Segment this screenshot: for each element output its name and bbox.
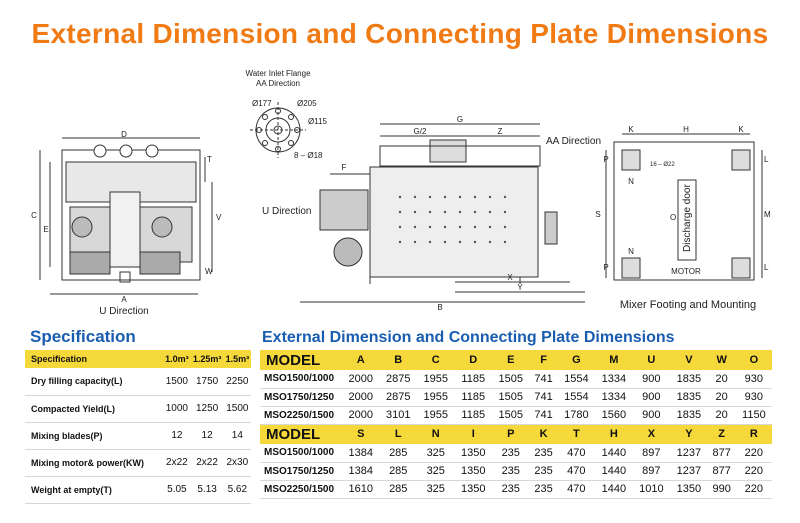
dims-cell: 1780 — [558, 406, 596, 424]
dims-cell: 1505 — [492, 388, 530, 406]
dims-header-col: M — [595, 350, 633, 370]
flange-title: Water Inlet Flange — [245, 69, 311, 78]
dims-cell: 1185 — [455, 406, 493, 424]
dims-cell: 470 — [558, 462, 596, 480]
dims-cell: 897 — [633, 444, 671, 462]
dim-16-d22: 16 – Ø22 — [650, 162, 675, 168]
dims-cell: 235 — [492, 444, 530, 462]
dim-P-bottom: P — [603, 263, 609, 272]
dims-header-col: A — [342, 350, 380, 370]
dims-cell: 1185 — [455, 388, 493, 406]
dims-cell: 741 — [530, 370, 558, 388]
dims-cell: 2875 — [380, 388, 418, 406]
dims-header-col: C — [417, 350, 455, 370]
dim-L-bottom: L — [764, 263, 769, 272]
dim-W: W — [205, 267, 213, 276]
dims-cell: 877 — [708, 444, 736, 462]
dims-cell: 2875 — [380, 370, 418, 388]
dims-header-col: N — [417, 424, 455, 444]
dims-cell: 1350 — [455, 480, 493, 498]
dim-E: E — [43, 225, 49, 234]
dims-cell: 741 — [530, 406, 558, 424]
dims-header-col: V — [670, 350, 708, 370]
dims-header-col: K — [530, 424, 558, 444]
dim-N-bottom: N — [628, 247, 634, 256]
dims-cell: 1835 — [670, 370, 708, 388]
dims-heading: External Dimension and Connecting Plate Dimensions — [262, 329, 675, 346]
dims-header-col: Z — [708, 424, 736, 444]
dims-header-col: O — [736, 350, 772, 370]
dim-G: G — [456, 115, 464, 124]
dims-cell: 1334 — [595, 370, 633, 388]
table-row — [260, 480, 772, 498]
dims-cell: 220 — [736, 462, 772, 480]
dims-cell: 900 — [633, 388, 671, 406]
discharge-door-label: Discharge door — [682, 184, 693, 252]
spec-cell: 1250 — [191, 395, 224, 422]
dims-header-col: Y — [670, 424, 708, 444]
spec-cell: 5.05 — [163, 476, 190, 503]
dims-header-col: B — [380, 350, 418, 370]
dims-header-col: E — [492, 350, 530, 370]
dims-cell: 1350 — [455, 462, 493, 480]
dim-F: F — [341, 163, 347, 172]
dims-cell: 2000 — [342, 406, 380, 424]
dims-cell: 930 — [736, 370, 772, 388]
dims-cell: 1334 — [595, 388, 633, 406]
spec-cell: 12 — [191, 422, 224, 449]
spec-cell: 14 — [224, 422, 251, 449]
dim-Z: Z — [497, 127, 503, 136]
spec-heading: Specification — [30, 327, 136, 346]
dims-cell: 1554 — [558, 370, 596, 388]
spec-row-label: Compacted Yield(L) — [25, 395, 163, 422]
dims-cell: 900 — [633, 370, 671, 388]
dim-Y: Y — [517, 283, 523, 292]
dims-model-cell: MSO1750/1250 — [260, 462, 342, 480]
dim-V: V — [216, 213, 222, 222]
spec-table — [25, 350, 251, 504]
spec-cell: 2x22 — [163, 449, 190, 476]
dim-T: T — [207, 155, 212, 164]
flange-view — [250, 102, 306, 158]
dims-cell: 1505 — [492, 406, 530, 424]
table-row — [25, 395, 251, 422]
dims-cell: 1237 — [670, 462, 708, 480]
dims-cell: 1150 — [736, 406, 772, 424]
dims-header-col: W — [708, 350, 736, 370]
dims-header-col: P — [492, 424, 530, 444]
dims-table-body — [260, 350, 772, 498]
dims-header-col: U — [633, 350, 671, 370]
dim-8-d18: 8 – Ø18 — [294, 151, 323, 160]
dim-X: X — [507, 273, 513, 282]
dims-cell: 1835 — [670, 406, 708, 424]
dims-model-cell: MSO2250/1500 — [260, 480, 342, 498]
dims-cell: 900 — [633, 406, 671, 424]
dims-cell: 1835 — [670, 388, 708, 406]
dims-cell: 285 — [380, 444, 418, 462]
table-row — [25, 368, 251, 395]
dims-model-cell: MSO1750/1250 — [260, 388, 342, 406]
table-row — [260, 444, 772, 462]
dim-K-left: K — [628, 125, 634, 134]
dims-header-col: R — [736, 424, 772, 444]
dims-cell: 2000 — [342, 370, 380, 388]
spec-row-label: Mixing motor& power(KW) — [25, 449, 163, 476]
dims-cell: 1350 — [455, 444, 493, 462]
dims-cell: 1554 — [558, 388, 596, 406]
dims-cell: 235 — [530, 444, 558, 462]
dims-cell: 235 — [530, 480, 558, 498]
dims-model-cell: MSO1500/1000 — [260, 444, 342, 462]
aa-direction-label: AA Direction — [546, 136, 602, 147]
spec-cell: 1750 — [191, 368, 224, 395]
motor-label: MOTOR — [671, 267, 701, 276]
dim-M: M — [764, 210, 771, 219]
dim-d205: Ø205 — [297, 99, 317, 108]
dims-cell: 1384 — [342, 462, 380, 480]
dims-header-col: T — [558, 424, 596, 444]
spec-cell: 2x30 — [224, 449, 251, 476]
dims-cell: 930 — [736, 388, 772, 406]
dims-cell: 20 — [708, 388, 736, 406]
dims-cell: 1955 — [417, 406, 455, 424]
dim-d177: Ø177 — [252, 99, 272, 108]
dims-model-cell: MSO1500/1000 — [260, 370, 342, 388]
dims-cell: 1610 — [342, 480, 380, 498]
table-row — [260, 388, 772, 406]
dims-cell: 220 — [736, 444, 772, 462]
dims-cell: 235 — [530, 462, 558, 480]
spec-cell: 2250 — [224, 368, 251, 395]
dims-cell: 20 — [708, 370, 736, 388]
left-view — [40, 138, 212, 294]
dims-cell: 3101 — [380, 406, 418, 424]
dims-header-row — [260, 424, 772, 444]
dims-cell: 1440 — [595, 462, 633, 480]
side-view — [300, 124, 585, 302]
dims-cell: 325 — [417, 480, 455, 498]
table-row — [25, 476, 251, 503]
dims-cell: 235 — [492, 480, 530, 498]
dims-cell: 285 — [380, 462, 418, 480]
dims-header-col: I — [455, 424, 493, 444]
dims-cell: 897 — [633, 462, 671, 480]
dims-cell: 1010 — [633, 480, 671, 498]
spec-col-1: 1.0m³ — [163, 350, 190, 368]
spec-header-row — [25, 350, 251, 368]
page-title: External Dimension and Connecting Plate Dimensions — [31, 18, 769, 49]
dims-cell: 325 — [417, 462, 455, 480]
dims-cell: 1955 — [417, 370, 455, 388]
dims-cell: 1350 — [670, 480, 708, 498]
dims-header-col: D — [455, 350, 493, 370]
spec-cell: 1500 — [163, 368, 190, 395]
dims-cell: 990 — [708, 480, 736, 498]
dims-header-col: L — [380, 424, 418, 444]
dims-cell: 1185 — [455, 370, 493, 388]
dim-B: B — [437, 303, 443, 312]
dim-d115: Ø115 — [308, 117, 327, 126]
dims-cell: 1955 — [417, 388, 455, 406]
dim-A: A — [121, 295, 127, 304]
dims-header-col: H — [595, 424, 633, 444]
dim-P-top: P — [603, 155, 609, 164]
dims-table — [260, 350, 772, 499]
dims-header-col: G — [558, 350, 596, 370]
dims-header-model: MODEL — [260, 350, 342, 370]
dim-C: C — [31, 211, 37, 220]
footing-caption: Mixer Footing and Mounting — [619, 299, 757, 311]
spec-col-2: 1.25m³ — [191, 350, 224, 368]
spec-col-3: 1.5m³ — [224, 350, 251, 368]
dims-header-col: F — [530, 350, 558, 370]
table-row — [260, 406, 772, 424]
dims-header-model: MODEL — [260, 424, 342, 444]
dims-cell: 2000 — [342, 388, 380, 406]
spec-cell: 5.62 — [224, 476, 251, 503]
footing-o: O — [670, 213, 677, 222]
u-direction-label: U Direction — [262, 206, 312, 217]
dims-cell: 235 — [492, 462, 530, 480]
dim-H: H — [683, 125, 689, 134]
left-view-caption: U Direction — [99, 306, 149, 317]
dims-cell: 470 — [558, 480, 596, 498]
spec-row-label: Weight at empty(T) — [25, 476, 163, 503]
dims-cell: 741 — [530, 388, 558, 406]
spec-col-label: Specification — [25, 350, 163, 368]
spec-cell: 1000 — [163, 395, 190, 422]
dims-cell: 1237 — [670, 444, 708, 462]
dims-cell: 325 — [417, 444, 455, 462]
dim-S: S — [595, 210, 601, 219]
flange-direction: AA Direction — [255, 79, 301, 88]
dims-cell: 1384 — [342, 444, 380, 462]
dims-cell: 220 — [736, 480, 772, 498]
spec-cell: 12 — [163, 422, 190, 449]
dim-D: D — [121, 130, 127, 139]
dims-cell: 1440 — [595, 480, 633, 498]
dims-cell: 1440 — [595, 444, 633, 462]
dims-header-col: S — [342, 424, 380, 444]
table-row — [260, 370, 772, 388]
table-row — [260, 462, 772, 480]
dim-G-half: G/2 — [413, 127, 427, 136]
dim-L-top: L — [764, 155, 769, 164]
dims-cell: 1560 — [595, 406, 633, 424]
table-row — [25, 422, 251, 449]
dims-cell: 877 — [708, 462, 736, 480]
spec-cell: 2x22 — [191, 449, 224, 476]
table-row — [25, 449, 251, 476]
drawing-svg — [0, 62, 800, 320]
spec-row-label: Dry filling capacity(L) — [25, 368, 163, 395]
spec-cell: 5.13 — [191, 476, 224, 503]
spec-cell: 1500 — [224, 395, 251, 422]
dims-model-cell: MSO2250/1500 — [260, 406, 342, 424]
technical-drawing — [0, 62, 800, 320]
dims-header-col: X — [633, 424, 671, 444]
dims-cell: 1505 — [492, 370, 530, 388]
dim-K-right: K — [738, 125, 744, 134]
dims-cell: 470 — [558, 444, 596, 462]
dims-header-row — [260, 350, 772, 370]
dims-cell: 285 — [380, 480, 418, 498]
spec-row-label: Mixing blades(P) — [25, 422, 163, 449]
dim-N-top: N — [628, 177, 634, 186]
dims-cell: 20 — [708, 406, 736, 424]
